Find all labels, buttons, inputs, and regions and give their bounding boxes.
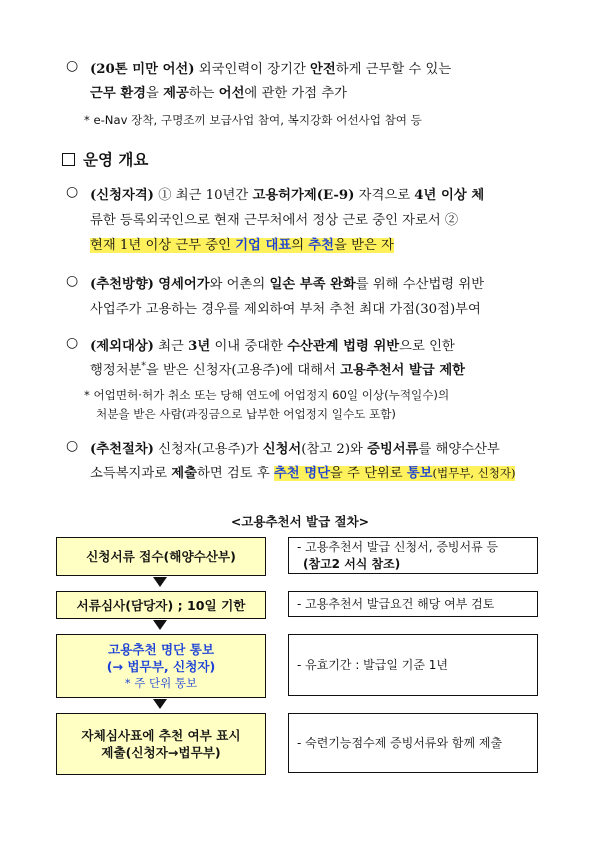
intro-note: * e-Nav 장착, 구명조끼 보급사업 참여, 복지강화 어선사업 참여 등 (84, 113, 422, 127)
intro-text: 어선 (218, 86, 245, 101)
item-text: 고용추천서 발급 제한 (340, 363, 466, 378)
intro-text: (20톤 미만 어선) (90, 62, 195, 77)
item-text: 추천 명단 (273, 466, 330, 481)
bullet-circle: ○ (66, 335, 79, 351)
exclusion-line-2 (90, 359, 465, 378)
item-text: 소득복지과로 (90, 466, 172, 481)
item-text: 를 위해 수산법령 위반 (355, 277, 485, 292)
step-3-sublabel: (→ 법무부, 신청자) (106, 658, 216, 674)
down-arrow-icon (153, 577, 167, 587)
item-text: 자격으로 (354, 188, 415, 203)
item-label: (추천절차) (90, 442, 154, 457)
intro-text: 하게 근무할 수 있는 (335, 62, 452, 77)
item-text: 을 받은 신청자(고용주)에 대해서 (145, 363, 341, 378)
step-1-detail (288, 537, 538, 574)
step-4-detail-text: - 숙련기능점수제 증빙서류와 함께 제출 (297, 735, 503, 750)
step-4-detail (288, 713, 538, 773)
item-text: 4년 이상 체 (414, 188, 485, 203)
item-text: 증빙서류 (367, 442, 419, 457)
item-text: 추천 (308, 238, 334, 253)
item-text: 와 어촌의 (209, 277, 270, 292)
qualification-line-2: 류한 등록외국인으로 현재 근무처에서 정상 근로 중인 자로서 ② (90, 213, 459, 228)
process-title: <고용추천서 발급 절차> (230, 514, 370, 529)
intro-text: 외국인력이 장기간 (194, 62, 311, 77)
intro-line-2 (90, 82, 347, 101)
step-2-detail (288, 591, 538, 617)
procedure-line-1 (90, 438, 500, 457)
item-text: 을 받은 자 (334, 238, 394, 253)
step-2-label: 서류심사(담당자) ; 10일 기한 (76, 597, 246, 613)
step-3-box (56, 634, 266, 698)
footnote-mark: * (141, 361, 146, 372)
item-text: 의 (291, 238, 309, 253)
bullet-circle: ○ (66, 58, 79, 74)
direction-line-2: 사업주가 고용하는 경우를 제외하여 부처 추천 최대 가점(30점)부여 (90, 302, 481, 317)
down-arrow-icon (153, 620, 167, 630)
item-text: 기업 대표 (235, 238, 292, 253)
section-heading-text: 운영 개요 (83, 151, 149, 169)
item-text: 으로 인한 (399, 339, 455, 354)
item-text: 최근 (153, 339, 189, 354)
step-2-detail-text: - 고용추천서 발급요건 해당 여부 검토 (297, 596, 495, 611)
step-3-note: * 주 단위 통보 (124, 675, 198, 690)
qualification-line-3 (90, 234, 394, 253)
intro-text: 제공 (163, 86, 189, 101)
item-text: 행정처분 (90, 363, 142, 378)
item-label: (추천방향) (90, 277, 154, 292)
item-text: 수산관계 법령 위반 (287, 339, 400, 354)
exclusion-note-1: * 어업면허·허가 취소 또는 당해 연도에 어업정지 60일 이상(누적일수)의 (84, 388, 450, 402)
item-text: (법무부, 신청자) (432, 466, 516, 480)
down-arrow-icon (153, 699, 167, 709)
item-text: 하면 검토 후 (197, 466, 274, 481)
bullet-circle: ○ (66, 184, 79, 200)
bullet-circle: ○ (66, 273, 79, 289)
item-text: 일손 부족 완화 (269, 277, 356, 292)
item-text: 신청자(고용주)가 (153, 442, 263, 457)
step-4-label: 자체심사표에 추천 여부 표시 (81, 728, 241, 743)
item-text: 제출 (171, 466, 197, 481)
intro-text: 하는 (188, 86, 219, 101)
checkbox-square-icon (62, 153, 75, 166)
step-1-detail-text: - 고용추천서 발급 신청서, 증빙서류 등 (297, 539, 499, 554)
item-text: 영세어가 (158, 277, 210, 292)
exclusion-note-2: 처분을 받은 사람(과징금으로 납부한 어업정지 일수도 포함) (96, 407, 396, 421)
item-label: (제외대상) (90, 339, 154, 354)
item-text: 신청서 (262, 442, 302, 457)
item-text: 통보 (406, 466, 433, 481)
item-text: 고용허가제(E-9) (252, 188, 355, 203)
section-heading (62, 148, 148, 170)
step-3-detail (288, 634, 538, 696)
item-text: 를 해양수산부 (418, 442, 500, 457)
intro-text: 근무 환경 (90, 86, 147, 101)
procedure-line-2 (90, 462, 515, 481)
step-4-sublabel: 제출(신청자→법무부) (101, 745, 221, 760)
item-text: 이내 중대한 (210, 339, 288, 354)
exclusion-line-1 (90, 335, 455, 354)
item-text: (참고 2)와 (301, 442, 368, 457)
step-3-detail-text: - 유효기간 : 발급일 기준 1년 (297, 657, 449, 672)
item-label: (신청자격) (90, 188, 154, 203)
step-4-box (56, 713, 266, 775)
item-text: ① 최근 10년간 (153, 188, 253, 203)
item-text: 을 주 단위로 (329, 466, 407, 481)
item-text: 3년 (188, 339, 211, 354)
step-2-box (56, 591, 266, 619)
intro-text: 에 관한 가점 추가 (244, 86, 348, 101)
direction-line-1 (90, 273, 484, 292)
step-1-detail-ref: (참고2 서식 참조) (303, 556, 401, 571)
bullet-circle: ○ (66, 438, 79, 454)
intro-line-1 (90, 58, 451, 77)
item-text: 현재 1년 이상 근무 중인 (90, 238, 236, 253)
step-1-box (56, 537, 266, 576)
qualification-line-1 (90, 184, 484, 203)
step-3-label: 고용추천 명단 통보 (107, 641, 215, 657)
intro-text: 안전 (310, 62, 336, 77)
step-1-label: 신청서류 접수(해양수산부) (86, 549, 236, 564)
intro-text: 을 (146, 86, 164, 101)
